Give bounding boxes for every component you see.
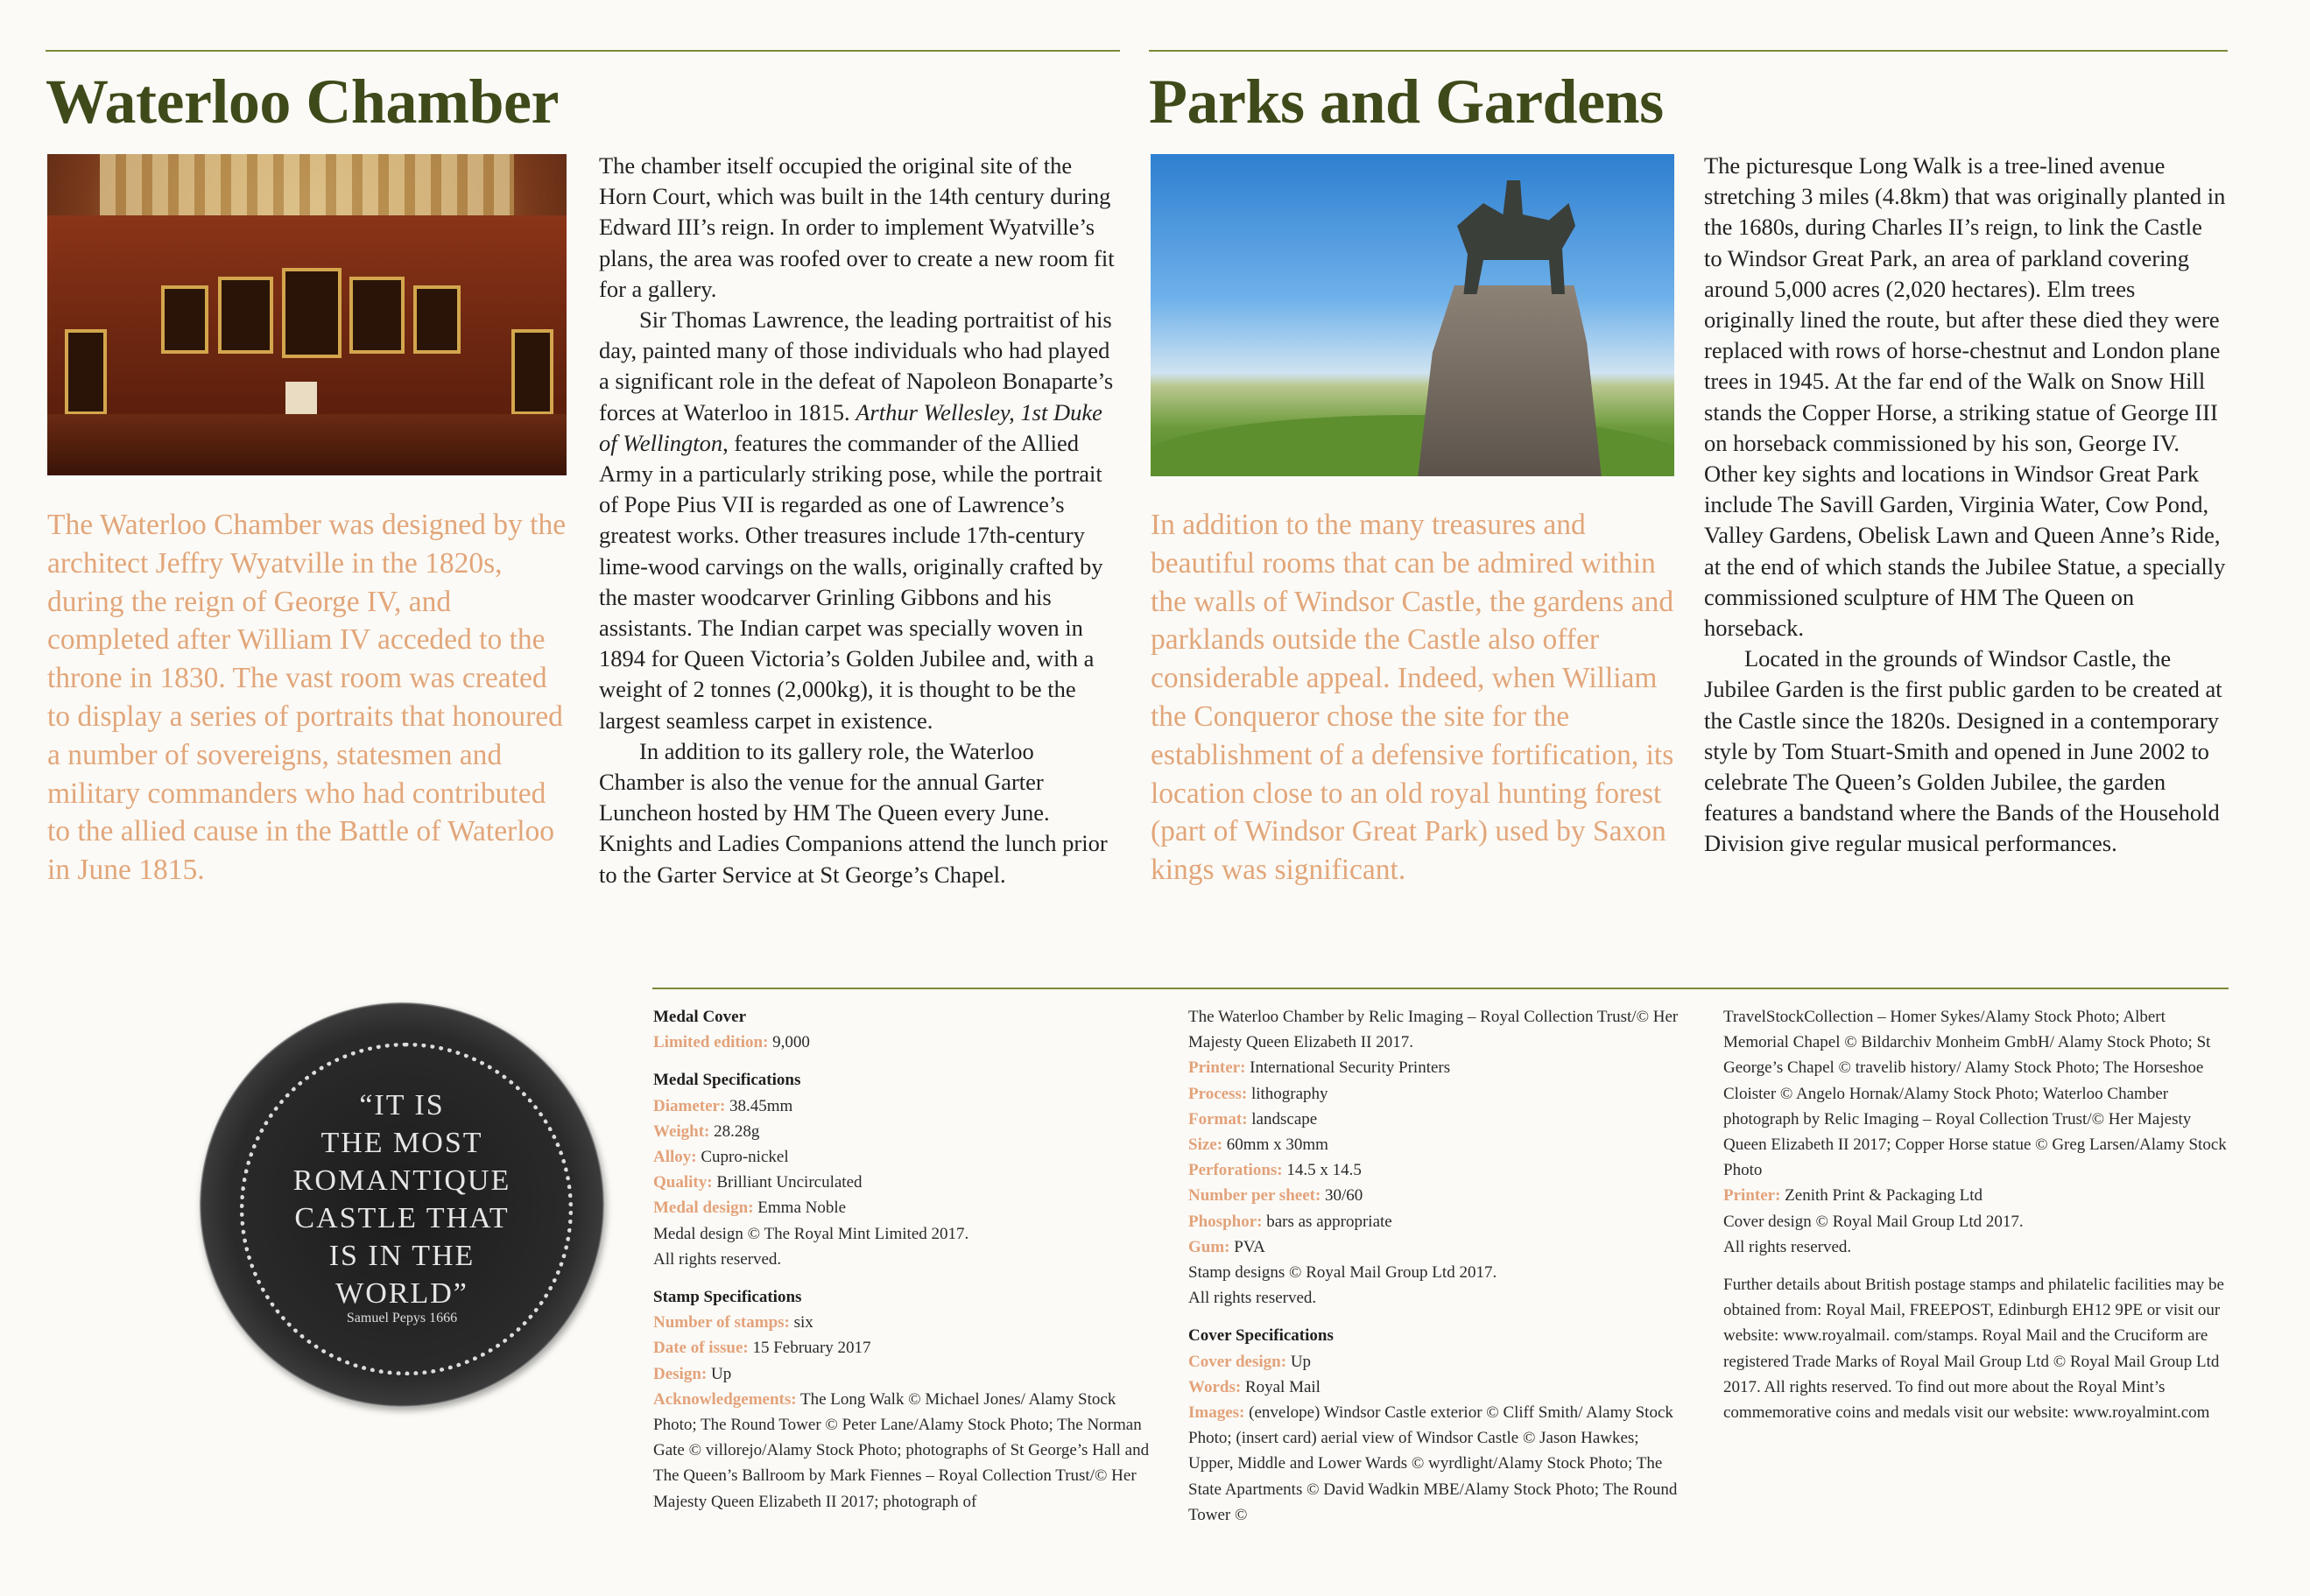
- spec-perforations: [1188, 1157, 1687, 1183]
- spec-label: Diameter:: [653, 1096, 726, 1115]
- spec-label: Gum:: [1188, 1237, 1230, 1256]
- spec-printer-2: [1723, 1183, 2228, 1208]
- spec-value: 38.45mm: [725, 1096, 793, 1115]
- spec-value: PVA: [1229, 1237, 1265, 1256]
- waterloo-body-p1: The chamber itself occupied the original site of the Horn Court, which was built in the 14th century during Edward III’s reign. In order to implement Wyatville’s plans, the area was roofed over to create a new room fit for a gallery.: [599, 152, 1115, 302]
- spec-process: [1188, 1081, 1687, 1107]
- stamp-spec-heading: Stamp Specifications: [653, 1288, 802, 1307]
- waterloo-body-p3: In addition to its gallery role, the Waterloo Chamber is also the venue for the annual Garter Luncheon hosted by HM The Queen every June. Knights and Ladies Companions attend the lunch prior to the Garter Service at St George’s Chapel.: [599, 737, 1108, 888]
- medal-line-6: WORLD”: [335, 1277, 468, 1310]
- further-details: Further details about British postage stamps and philatelic facilities may be obtained from: Royal Mail, FREEPOST, Edinburgh EH12 9PE or visit our website: www.royalmail. com/stamps. Royal Mail and the Cruciform are registered Trade Marks of Royal Mail Group Ltd © Royal Mail Group Ltd 2017. All rights reserved. To find out more about the Royal Mint’s commemorative coins and medals visit our website: www.royalmint.com: [1723, 1276, 2224, 1423]
- waterloo-chamber-photo: [47, 154, 567, 475]
- medal-line-4: CASTLE THAT: [294, 1202, 510, 1234]
- stamp-copyright: Stamp designs © Royal Mail Group Ltd 2017.: [1188, 1263, 1497, 1283]
- spec-format: [1188, 1107, 1687, 1132]
- spec-value: 28.28g: [709, 1121, 760, 1141]
- spec-quality: [653, 1170, 1152, 1195]
- spec-label: Size:: [1188, 1135, 1223, 1155]
- waterloo-pull-quote: [47, 506, 573, 889]
- medal-copyright: Medal design © The Royal Mint Limited 2017.: [653, 1224, 969, 1243]
- spec-label: Number of stamps:: [653, 1313, 790, 1332]
- spec-phosphor: [1188, 1209, 1687, 1234]
- parks-and-gardens-title: Parks and Gardens: [1149, 67, 1664, 137]
- parks-body: [1704, 151, 2226, 860]
- spec-weight: [653, 1119, 1152, 1144]
- spec-label: Quality:: [653, 1173, 713, 1192]
- parks-body-p2: Located in the grounds of Windsor Castle, the Jubilee Garden is the first public garden to be created at the Castle since the 1820s. Designed in a contemporary style by Tom Stuart-Smith and opened in June 2002 to celebrate The Queen’s Golden Jubilee, the garden features a bandstand where the Bands of the Household Division give regular musical performances.: [1704, 645, 2222, 857]
- spec-value: landscape: [1247, 1109, 1318, 1128]
- spec-value: Brilliant Uncirculated: [712, 1173, 863, 1192]
- spec-label: Images:: [1188, 1403, 1245, 1423]
- medal-line-1: “IT IS: [359, 1089, 445, 1121]
- spec-printer: [1188, 1055, 1687, 1080]
- spec-col2-intro: The Waterloo Chamber by Relic Imaging – Royal Collection Trust/© Her Majesty Queen Elizabeth II 2017.: [1188, 1008, 1679, 1052]
- spec-label: Perforations:: [1188, 1161, 1283, 1180]
- spec-diameter: [653, 1093, 1152, 1119]
- spec-images: [1188, 1400, 1687, 1528]
- spec-acknowledgements: [653, 1387, 1152, 1515]
- medal-inscription: [200, 1086, 604, 1312]
- spec-column-2: [1188, 1004, 1687, 1528]
- spec-label: Printer:: [1723, 1186, 1781, 1206]
- spec-limited-edition: [653, 1030, 1152, 1055]
- medal-attribution: Samuel Pepys 1666: [346, 1311, 458, 1325]
- spec-value: lithography: [1247, 1084, 1328, 1103]
- spec-value: 9,000: [768, 1033, 810, 1052]
- spec-label: Printer:: [1188, 1058, 1246, 1078]
- spec-label: Medal design:: [653, 1199, 754, 1218]
- spec-value: Cupro-nickel: [696, 1148, 789, 1167]
- spec-value: 15 February 2017: [748, 1339, 871, 1358]
- spec-value: 30/60: [1321, 1186, 1363, 1206]
- spec-medal-design: [653, 1195, 1152, 1220]
- spec-value: Up: [707, 1364, 732, 1383]
- spec-cover-design: [1188, 1349, 1687, 1375]
- cover-spec-heading: Cover Specifications: [1188, 1326, 1334, 1346]
- spec-words: [1188, 1375, 1687, 1400]
- medal-cover-heading: Medal Cover: [653, 1008, 747, 1026]
- spec-column-3: [1723, 1004, 2228, 1425]
- spec-gum: [1188, 1234, 1687, 1260]
- spec-number-per-sheet: [1188, 1183, 1687, 1208]
- spec-label: Design:: [653, 1364, 708, 1383]
- spec-label: Cover design:: [1188, 1352, 1287, 1371]
- cover-copyright: Cover design © Royal Mail Group Ltd 2017.: [1723, 1212, 2024, 1231]
- spec-value: six: [789, 1313, 813, 1332]
- spec-value: Emma Noble: [753, 1199, 847, 1218]
- spec-label: Date of issue:: [653, 1339, 749, 1358]
- spec-design: [653, 1361, 1152, 1387]
- medal-spec-heading: Medal Specifications: [653, 1071, 801, 1090]
- waterloo-chamber-title: Waterloo Chamber: [46, 67, 559, 137]
- waterloo-body-p2-b: , features the commander of the Allied Army in a particularly striking pose, while the portrait of Pope Pius VII is regarded as one of Lawrence’s greatest works. Other treasures include 17th-century lime-wood carvings on the walls, originally crafted by the master woodcarver Grinling Gibbons and his assistants. The Indian carpet was specially woven in 1894 for Queen Victoria’s Golden Jubilee and, with a weight of 2 tonnes (2,000kg), it is thought to be the largest seamless carpet in existence.: [599, 429, 1103, 734]
- medal-line-3: ROMANTIQUE: [292, 1164, 511, 1197]
- spec-value: bars as appropriate: [1262, 1212, 1392, 1231]
- waterloo-pull-quote-text: The Waterloo Chamber was designed by the architect Jeffry Wyatville in the 1820s, during the reign of George IV, and completed after William IV acceded to the throne in 1830. The vast room was created to display a series of portraits that honoured a number of sovereigns, statesmen and military commanders who had contributed to the allied cause in the Battle of Waterloo in June 1815.: [47, 509, 567, 887]
- rights-reserved-2: All rights reserved.: [1188, 1289, 1317, 1308]
- spec-number-of-stamps: [653, 1310, 1152, 1335]
- spec-value: (envelope) Windsor Castle exterior © Cliff Smith/ Alamy Stock Photo; (insert card) aerial view of Windsor Castle © Jason Hawkes; Upper, Middle and Lower Wards © wyrdlight/Alamy Stock Photo; The State Apartments © David Wadkin MBE/Alamy Stock Photo; The Round Tower ©: [1188, 1403, 1678, 1524]
- rights-reserved-3: All rights reserved.: [1723, 1237, 1852, 1256]
- spec-value: 60mm x 30mm: [1222, 1135, 1328, 1155]
- spec-date-of-issue: [653, 1335, 1152, 1360]
- spec-label: Format:: [1188, 1109, 1248, 1128]
- spec-alloy: [653, 1144, 1152, 1170]
- medal-image: [200, 1002, 604, 1407]
- spec-value: Royal Mail: [1241, 1377, 1321, 1396]
- waterloo-body: [599, 151, 1120, 890]
- medal-line-2: THE MOST: [320, 1127, 483, 1159]
- bottom-rule: [652, 988, 2229, 989]
- waterloo-body-p2-a: Sir Thomas Lawrence, the leading portraitist of his day, painted many of those individuals who had played a significant role in the defeat of Napoleon Bonaparte’s forces at Waterloo in 1815.: [599, 306, 1114, 425]
- spec-label: Words:: [1188, 1377, 1242, 1396]
- spec-label: Process:: [1188, 1084, 1248, 1103]
- spec-value: The Long Walk © Michael Jones/ Alamy Stock Photo; The Round Tower © Peter Lane/Alamy Stock Photo; The Norman Gate © villorejo/Alamy Stock Photo; photographs of St George’s Hall and The Queen’s Ballroom by Mark Fiennes – Royal Collection Trust/© Her Majesty Queen Elizabeth II 2017; photograph of: [653, 1389, 1150, 1511]
- top-rule-right: [1149, 50, 2228, 52]
- spec-size: [1188, 1132, 1687, 1157]
- copper-horse-photo: [1151, 154, 1674, 476]
- top-rule-left: [46, 50, 1120, 52]
- spec-label: Alloy:: [653, 1148, 697, 1167]
- medal-line-5: IS IN THE: [328, 1240, 475, 1272]
- parks-pull-quote-text: In addition to the many treasures and beautiful rooms that can be admired within the walls of Windsor Castle, the gardens and parklands outside the Castle also offer considerable appeal. Indeed, when William the Conqueror chose the site for the establishment of a defensive fortification, its location close to an old royal hunting forest (part of Windsor Great Park) used by Saxon kings was significant.: [1151, 509, 1674, 887]
- spec-label: Limited edition:: [653, 1033, 769, 1052]
- spec-col3-intro: TravelStockCollection – Homer Sykes/Alamy Stock Photo; Albert Memorial Chapel © Bildarchiv Monheim GmbH/ Alamy Stock Photo; St George’s Chapel © travelib history/ Alamy Stock Photo; The Horseshoe Cloister © Angelo Hornak/Alamy Stock Photo; Waterloo Chamber photograph by Relic Imaging – Royal Collection Trust/© Her Majesty Queen Elizabeth II 2017; Copper Horse statue © Greg Larsen/Alamy Stock Photo: [1723, 1008, 2227, 1180]
- spec-value: 14.5 x 14.5: [1282, 1161, 1362, 1180]
- waterloo-portrait-title: Arthur Wellesley, 1st Duke of Wellington: [599, 398, 1102, 456]
- spec-value: International Security Printers: [1245, 1058, 1451, 1078]
- spec-label: Phosphor:: [1188, 1212, 1263, 1231]
- waterloo-body-p2: [599, 305, 1120, 736]
- spec-label: Number per sheet:: [1188, 1186, 1321, 1206]
- parks-body-p1: The picturesque Long Walk is a tree-lined avenue stretching 3 miles (4.8km) that was originally planted in the 1680s, during Charles II’s reign, to link the Castle to Windsor Great Park, an area of parkland covering around 5,000 acres (2,020 hectares). Elm trees originally lined the route, but after these died they were replaced with rows of horse-chestnut and London plane trees in 1945. At the far end of the Walk on Snow Hill stands the Copper Horse, a striking statue of George III on horseback commissioned by his son, George IV. Other key sights and locations in Windsor Great Park include The Savill Garden, Virginia Water, Cow Pond, Valley Gardens, Obelisk Lawn and Queen Anne’s Ride, at the end of which stands the Jubilee Statue, a specially commissioned sculpture of HM The Queen on horseback.: [1704, 152, 2226, 642]
- spec-value: Zenith Print & Packaging Ltd: [1780, 1186, 1983, 1206]
- spec-column-1: [653, 1004, 1152, 1515]
- spec-label: Acknowledgements:: [653, 1389, 797, 1409]
- parks-pull-quote: [1151, 506, 1676, 889]
- spec-label: Weight:: [653, 1121, 710, 1141]
- spec-value: Up: [1286, 1352, 1312, 1371]
- rights-reserved-1: All rights reserved.: [653, 1249, 782, 1269]
